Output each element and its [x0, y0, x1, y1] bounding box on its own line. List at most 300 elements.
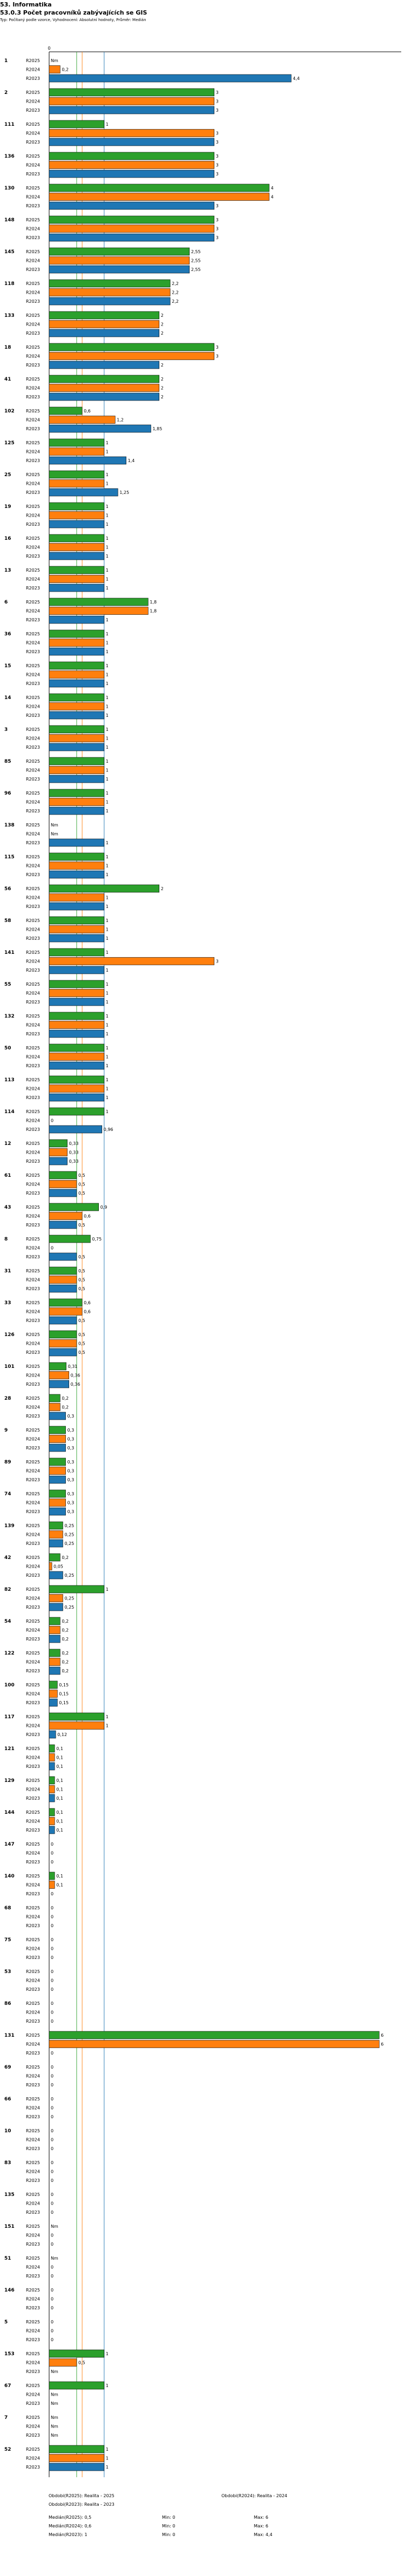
bar-value-label: 0,15 — [59, 1683, 69, 1687]
group-label: 16 — [4, 536, 11, 541]
series-label: R2023 — [26, 1892, 40, 1896]
bar-value-label: 0,1 — [56, 1755, 63, 1760]
series-label: R2024 — [26, 322, 40, 327]
group-label: 8 — [4, 1237, 8, 1242]
bar-value-label: 4 — [271, 186, 274, 191]
bar-value-label: 0 — [51, 2296, 54, 2302]
series-label: R2023 — [26, 713, 40, 718]
bar-value-label: 1 — [105, 777, 109, 782]
bar-value-label: 0,2 — [62, 1555, 69, 1560]
group-label: 130 — [4, 186, 15, 191]
series-label: R2023 — [26, 172, 40, 177]
group-label: 43 — [4, 1205, 11, 1210]
bar-value-label: 1 — [105, 759, 109, 764]
series-label: R2025 — [26, 2192, 40, 2197]
series-label: R2024 — [26, 895, 40, 900]
bar-value-label: 1 — [105, 727, 109, 732]
group-label: 125 — [4, 440, 15, 446]
series-label: R2025 — [26, 2224, 40, 2229]
footer-cell: Max: 6 — [254, 2524, 268, 2528]
bar — [49, 1881, 55, 1889]
bar-value-label: 1 — [105, 904, 109, 909]
bar-value-label: 0 — [51, 1850, 54, 1856]
series-label: R2024 — [26, 1882, 40, 1888]
bar-value-label: 1 — [105, 122, 109, 127]
group-label: 14 — [4, 695, 11, 701]
bar-value-label: 1 — [105, 1086, 109, 1092]
series-label: R2025 — [26, 1237, 40, 1242]
series-label: R2025 — [26, 345, 40, 350]
group-label: 138 — [4, 823, 15, 828]
series-label: R2023 — [26, 363, 40, 368]
series-label: R2023 — [26, 2051, 40, 2056]
bar-value-label: 0,1 — [56, 1874, 63, 1879]
bar — [49, 138, 214, 146]
bar-value-label: 1 — [105, 449, 109, 455]
series-label: R2025 — [26, 1651, 40, 1656]
bar — [49, 757, 104, 765]
bar-value-label: 1 — [105, 991, 109, 996]
bar-value-label: 3 — [215, 154, 219, 159]
bar-value-label: 1 — [105, 1109, 109, 1114]
group-label: 52 — [4, 2447, 11, 2452]
bar — [49, 926, 104, 933]
series-label: R2024 — [26, 2137, 40, 2143]
bar — [49, 1276, 77, 1284]
bar-value-label: 0,3 — [67, 1428, 75, 1433]
series-label: R2024 — [26, 1182, 40, 1187]
bar — [49, 1189, 77, 1197]
group-label: 101 — [4, 1364, 15, 1370]
bar — [49, 257, 190, 265]
series-label: R2024 — [26, 1819, 40, 1824]
series-label: R2025 — [26, 1555, 40, 1560]
bar — [49, 694, 104, 701]
bar-value-label: 2,55 — [191, 249, 201, 254]
series-label: R2024 — [26, 1659, 40, 1665]
series-label: R2025 — [26, 1587, 40, 1592]
bar-value-label: 1 — [105, 2383, 109, 2388]
bar-value-label: 0,3 — [67, 1414, 75, 1419]
series-label: R2023 — [26, 1000, 40, 1005]
bar — [49, 106, 214, 114]
bar-value-label: 0 — [51, 2128, 54, 2133]
series-label: R2024 — [26, 1914, 40, 1920]
series-label: R2025 — [26, 1141, 40, 1146]
bar-value-label: 1 — [105, 1723, 109, 1728]
group-label: 139 — [4, 1523, 15, 1529]
bar — [49, 1499, 66, 1507]
bar-value-label: 1 — [105, 1022, 109, 1028]
bar — [49, 2041, 379, 2048]
series-label: R2024 — [26, 449, 40, 455]
bar — [49, 934, 104, 942]
series-label: R2024 — [26, 1373, 40, 1378]
series-label: R2024 — [26, 513, 40, 518]
series-label: R2024 — [26, 2233, 40, 2238]
series-label: R2024 — [26, 1978, 40, 1983]
series-label: R2023 — [26, 1286, 40, 1291]
bar — [49, 425, 151, 432]
bar-value-label: 0 — [51, 2083, 54, 2087]
series-label: R2023 — [26, 1637, 40, 1642]
series-label: R2023 — [26, 936, 40, 941]
bar — [49, 457, 126, 464]
bar — [49, 184, 269, 192]
bar — [49, 680, 104, 687]
series-label: R2025 — [26, 1778, 40, 1783]
bar-value-label: 3 — [215, 226, 219, 232]
bar — [49, 297, 170, 305]
series-label: R2024 — [26, 354, 40, 359]
series-label: R2023 — [26, 1127, 40, 1132]
series-label: R2024 — [26, 2456, 40, 2461]
bar-value-label: 0,6 — [84, 1309, 91, 1314]
series-label: R2023 — [26, 618, 40, 622]
bar — [49, 1317, 77, 1324]
bar-value-label: 0 — [51, 2288, 54, 2293]
bar — [49, 448, 104, 456]
series-label: R2025 — [26, 504, 40, 509]
bar-value-label: 0,5 — [78, 1182, 85, 1187]
bar — [49, 329, 159, 337]
bar — [49, 311, 159, 319]
bar — [49, 1786, 55, 1793]
bar — [49, 1508, 66, 1515]
series-label: R2025 — [26, 440, 40, 445]
series-label: R2024 — [26, 1850, 40, 1856]
series-label: R2024 — [26, 672, 40, 677]
group-label: 51 — [4, 2256, 11, 2261]
bar — [49, 1745, 55, 1752]
bar — [49, 216, 214, 223]
series-label: R2023 — [26, 458, 40, 463]
bar — [49, 1012, 104, 1020]
series-label: R2025 — [26, 1269, 40, 1273]
bar — [49, 1044, 104, 1052]
bar-value-label: 0,25 — [64, 1605, 75, 1610]
bar-value-label: 1 — [105, 1000, 109, 1005]
bar — [49, 1394, 60, 1402]
group-label: 111 — [4, 122, 15, 127]
group-label: 144 — [4, 1810, 15, 1815]
bar — [49, 1635, 60, 1643]
bar-value-label: 1 — [105, 799, 109, 805]
bar — [49, 384, 159, 392]
series-label: R2024 — [26, 2201, 40, 2206]
group-label: 145 — [4, 249, 15, 255]
bar — [49, 2359, 77, 2367]
series-label: R2023 — [26, 809, 40, 814]
axis-zero-label: 0 — [48, 46, 51, 51]
bar-value-label: 2 — [160, 313, 164, 318]
bar-value-label: 1 — [105, 632, 109, 636]
group-label: 58 — [4, 918, 11, 924]
bar-value-label: 0,3 — [67, 1509, 75, 1514]
bar-value-label: 0,2 — [62, 1405, 69, 1410]
group-label: 121 — [4, 1746, 15, 1752]
bar — [49, 202, 214, 209]
bar-value-label: 0 — [51, 1923, 54, 1928]
group-label: 56 — [4, 886, 11, 892]
bar — [49, 2350, 104, 2357]
series-label: R2024 — [26, 2169, 40, 2174]
bar — [49, 1221, 77, 1229]
bar — [49, 120, 104, 128]
bar — [49, 1412, 66, 1420]
series-label: R2023 — [26, 267, 40, 272]
bar-value-label: Nm — [51, 58, 58, 63]
bar — [49, 1658, 60, 1666]
bar-value-label: 1,8 — [150, 608, 157, 614]
series-label: R2025 — [26, 186, 40, 191]
bar-value-label: 0,5 — [78, 1286, 85, 1291]
bar-value-label: 6 — [381, 2042, 384, 2047]
series-label: R2023 — [26, 1955, 40, 1960]
bar — [49, 1085, 104, 1093]
bar — [49, 775, 104, 783]
series-label: R2024 — [26, 2105, 40, 2111]
bar-value-label: 1 — [105, 855, 109, 859]
bar — [49, 152, 214, 160]
series-label: R2023 — [26, 2401, 40, 2406]
series-label: R2025 — [26, 1619, 40, 1624]
series-label: R2024 — [26, 927, 40, 932]
bar-value-label: 1 — [105, 640, 109, 646]
bar — [49, 630, 104, 638]
series-label: R2023 — [26, 1923, 40, 1928]
series-label: R2024 — [26, 1468, 40, 1474]
bar-value-label: 1 — [105, 840, 109, 845]
series-label: R2023 — [26, 1509, 40, 1514]
bar-value-label: 2 — [160, 385, 164, 391]
series-label: R2025 — [26, 58, 40, 63]
bar-value-label: 0,5 — [78, 1191, 85, 1196]
series-label: R2024 — [26, 1150, 40, 1155]
series-label: R2025 — [26, 90, 40, 95]
bar — [49, 1235, 90, 1243]
bar — [49, 520, 104, 528]
bar-value-label: 1 — [105, 577, 109, 582]
bar — [49, 980, 104, 988]
series-label: R2024 — [26, 959, 40, 964]
series-label: R2024 — [26, 1118, 40, 1123]
bar-value-label: 0 — [51, 2114, 54, 2119]
group-label: 135 — [4, 2192, 15, 2198]
bar-value-label: 0 — [51, 2192, 54, 2197]
bar-value-label: 1 — [105, 2465, 109, 2470]
series-label: R2025 — [26, 568, 40, 573]
bar — [49, 966, 104, 974]
bar-value-label: 0 — [51, 2160, 54, 2165]
series-label: R2024 — [26, 1946, 40, 1951]
bar — [49, 1458, 66, 1466]
group-label: 36 — [4, 632, 11, 637]
group-label: 153 — [4, 2351, 15, 2357]
series-label: R2025 — [26, 2320, 40, 2324]
bar-value-label: 1 — [105, 536, 109, 541]
series-label: R2023 — [26, 2274, 40, 2279]
bar — [49, 839, 104, 846]
bar — [49, 1595, 63, 1602]
series-label: R2023 — [26, 490, 40, 495]
group-label: 61 — [4, 1173, 11, 1178]
bar-value-label: Nm — [51, 831, 58, 837]
series-label: R2023 — [26, 1159, 40, 1164]
series-label: R2023 — [26, 2306, 40, 2310]
bar-value-label: 0 — [51, 2178, 54, 2183]
bar-value-label: 0,2 — [62, 1628, 69, 1633]
series-label: R2025 — [26, 1109, 40, 1114]
bar-value-label: 1 — [105, 918, 109, 923]
footer-cell: Max: 6 — [254, 2515, 268, 2520]
bar — [49, 130, 214, 137]
series-label: R2024 — [26, 1787, 40, 1792]
series-label: R2023 — [26, 1732, 40, 1737]
bar-value-label: 0 — [51, 2097, 54, 2102]
bar — [49, 1094, 104, 1101]
bar-value-label: 2 — [160, 377, 164, 382]
group-label: 12 — [4, 1141, 11, 1147]
bar — [49, 998, 104, 1006]
group-label: 89 — [4, 1460, 11, 1465]
bar — [49, 1808, 55, 1816]
bar-value-label: 2,55 — [191, 258, 201, 263]
bar — [49, 1203, 99, 1211]
bar-value-label: 1 — [105, 872, 109, 877]
bar-value-label: 2 — [160, 886, 164, 891]
series-label: R2025 — [26, 1937, 40, 1942]
series-label: R2023 — [26, 1860, 40, 1865]
series-label: R2025 — [26, 1842, 40, 1847]
series-label: R2025 — [26, 695, 40, 700]
bar — [49, 1076, 104, 1083]
series-label: R2024 — [26, 1691, 40, 1697]
bar — [49, 266, 190, 273]
bar — [49, 89, 214, 96]
bar-value-label: 0 — [51, 1969, 54, 1974]
bar — [49, 1690, 57, 1698]
series-label: R2023 — [26, 2337, 40, 2342]
bar — [49, 616, 104, 623]
bar-value-label: 0,3 — [67, 1500, 75, 1506]
bar-value-label: 0 — [51, 1245, 54, 1251]
bar-value-label: Nm — [51, 2415, 58, 2420]
group-label: 55 — [4, 982, 11, 987]
bar-value-label: 0 — [51, 2274, 54, 2279]
bar — [49, 1285, 77, 1292]
bar — [49, 1731, 56, 1738]
bar — [49, 894, 104, 901]
bar — [49, 1348, 77, 1356]
group-label: 1 — [4, 58, 8, 64]
bar — [49, 767, 104, 774]
series-label: R2024 — [26, 2424, 40, 2429]
bar-value-label: 0,2 — [62, 1659, 69, 1665]
bar — [49, 1372, 69, 1379]
series-label: R2024 — [26, 608, 40, 614]
group-label: 15 — [4, 663, 11, 669]
bar-value-label: 0,12 — [57, 1732, 68, 1737]
bar-value-label: 0,96 — [103, 1127, 113, 1132]
bar-value-label: 0 — [51, 1842, 54, 1847]
bar-value-label: 0,15 — [59, 1700, 69, 1705]
footer-cell: Min: 0 — [162, 2515, 176, 2520]
series-label: R2025 — [26, 218, 40, 222]
bar — [49, 584, 104, 592]
series-label: R2024 — [26, 545, 40, 550]
series-label: R2025 — [26, 823, 40, 828]
bar-value-label: Nm — [51, 2224, 58, 2229]
bar-value-label: 0,33 — [69, 1159, 79, 1164]
series-label: R2025 — [26, 855, 40, 859]
series-label: R2024 — [26, 258, 40, 263]
bar-value-label: 3 — [215, 172, 219, 177]
bar-value-label: 0,3 — [67, 1460, 75, 1465]
bar-value-label: 0,2 — [62, 67, 69, 72]
series-label: R2023 — [26, 2114, 40, 2119]
bar-value-label: 0 — [51, 1892, 54, 1896]
bar-value-label: 1 — [105, 1077, 109, 1082]
bar — [49, 1181, 77, 1188]
bar-value-label: 1 — [105, 768, 109, 773]
bar — [49, 1126, 102, 1133]
bar-value-label: 0 — [51, 2242, 54, 2247]
series-label: R2024 — [26, 991, 40, 996]
bar-value-label: 1 — [105, 1587, 109, 1592]
series-label: R2025 — [26, 1077, 40, 1082]
bar — [49, 407, 82, 415]
footer-cell: Obdobi(R2024): Realita - 2024 — [221, 2493, 287, 2498]
series-label: R2023 — [26, 968, 40, 973]
series-label: R2024 — [26, 1564, 40, 1569]
series-label: R2023 — [26, 1669, 40, 1673]
bar — [49, 1212, 82, 1220]
bar — [49, 671, 104, 679]
bar-value-label: 3 — [215, 204, 219, 208]
series-label: R2025 — [26, 2033, 40, 2038]
series-label: R2025 — [26, 1332, 40, 1337]
group-label: 85 — [4, 759, 11, 764]
group-label: 96 — [4, 791, 11, 796]
bar — [49, 393, 159, 401]
series-label: R2024 — [26, 1086, 40, 1092]
bar — [49, 74, 291, 82]
series-label: R2024 — [26, 704, 40, 709]
series-label: R2024 — [26, 1755, 40, 1760]
bar-value-label: 0,1 — [56, 1746, 63, 1751]
bar-value-label: 0,1 — [56, 1764, 63, 1769]
bar-value-label: 4 — [271, 194, 274, 200]
bar-value-label: 0,25 — [64, 1532, 75, 1537]
bar-value-label: 1 — [105, 695, 109, 700]
group-label: 13 — [4, 568, 11, 573]
bar-value-label: 1 — [105, 2351, 109, 2356]
bar-value-label: 0,5 — [78, 1255, 85, 1259]
series-label: R2025 — [26, 2288, 40, 2293]
series-label: R2023 — [26, 1796, 40, 1801]
bar-value-label: 0 — [51, 2073, 54, 2079]
bar — [49, 1762, 55, 1770]
bar-value-label: 0 — [51, 2065, 54, 2070]
series-label: R2024 — [26, 1436, 40, 1442]
bar — [49, 1267, 77, 1275]
bar — [49, 1585, 104, 1593]
bar — [49, 1157, 68, 1165]
series-label: R2024 — [26, 2328, 40, 2334]
group-label: 113 — [4, 1077, 15, 1083]
bar — [49, 234, 214, 241]
